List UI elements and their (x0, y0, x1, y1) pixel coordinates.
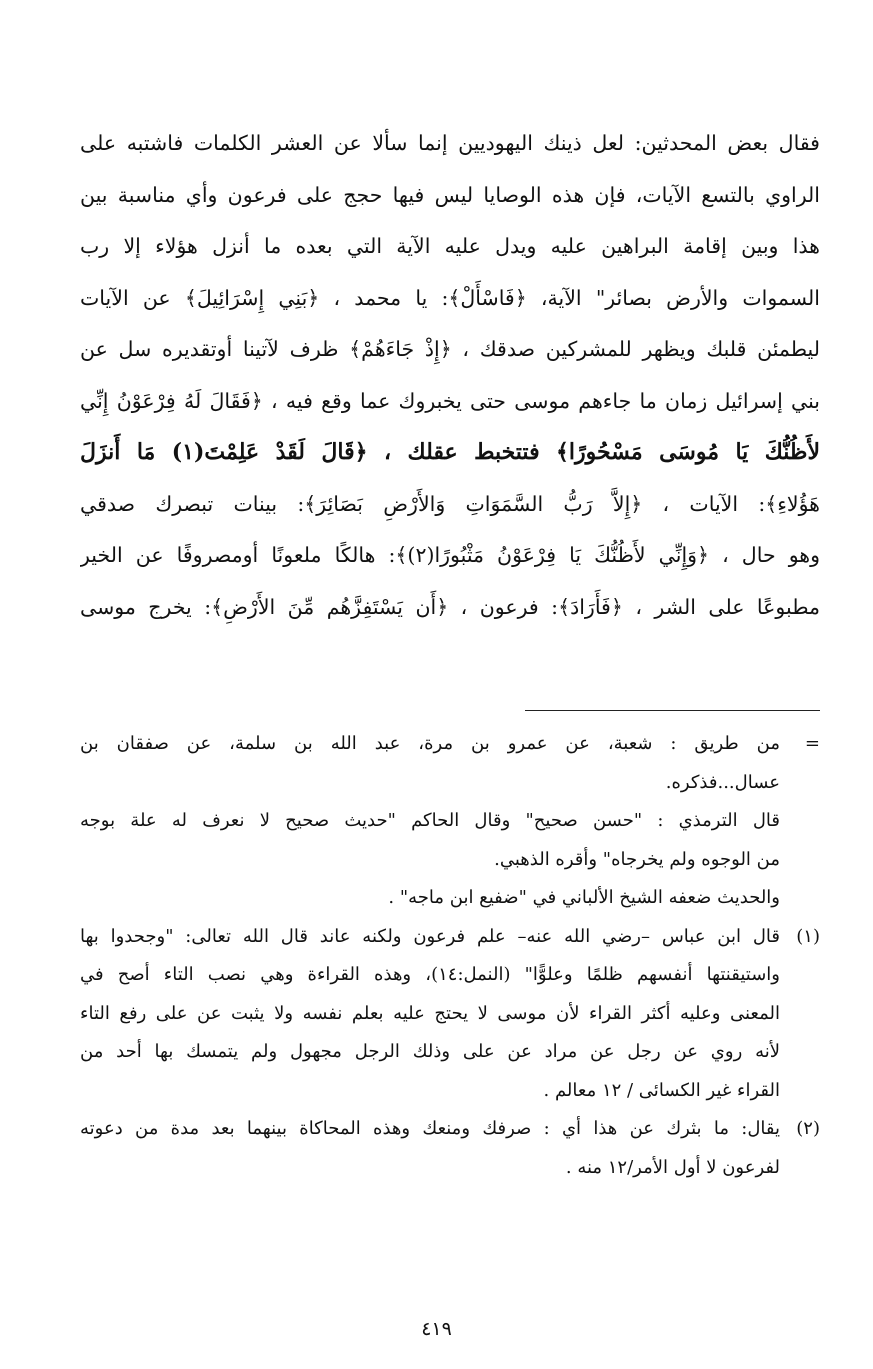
footnote-mark: (١) (796, 925, 820, 947)
footnote-divider (525, 710, 820, 711)
text-line: فقال بعض المحدثين: لعل ذينك اليهوديين إنما سألا عن العشر الكلمات فاشتبه على (80, 131, 820, 155)
footnote-line: لفرعون لا أول الأمر/١٢ منه . (565, 1156, 780, 1178)
text-line: وهو حال ، ﴿وَإِنِّي لأَظُنُّكَ يَا فِرْعَوْنُ مَثْبُورًا(٢)﴾: هالكًا ملعونًا أومصروفًا عن الخير (80, 543, 820, 567)
main-text (80, 118, 820, 633)
page-number: ٤١٩ (421, 1318, 452, 1340)
text-line: لأَظُنُّكَ يَا مُوسَى مَسْحُورًا﴾ فتتخبط عقلك ، ﴿قَالَ لَقَدْ عَلِمْتَ(١) مَا أَنزَلَ (80, 439, 820, 465)
footnote (80, 725, 820, 802)
footnote-line: يقال: ما بثرك عن هذا أي : صرفك ومنعك وهذه المحاكاة بينهما بعد مدة من دعوته (80, 1118, 780, 1139)
text-line: الراوي بالتسع الآيات، فإن هذه الوصايا ليس فيها حجج على فرعون وأي مناسبة بين (80, 182, 820, 207)
text-line: ليطمئن قلبك ويظهر للمشركين صدقك ، ﴿إِذْ جَاءَهُمْ﴾ ظرف لآتينا أوتقديره سل عن (80, 337, 820, 361)
footnotes (80, 725, 820, 1187)
footnote (80, 879, 820, 918)
footnote-line: من طريق : شعبة، عن عمرو بن مرة، عبد الله بن سلمة، عن صفقان بن (80, 733, 780, 754)
text-line: السموات والأرض بصائر" الآية، ﴿فَاسْأَلْ﴾: يا محمد ، ﴿بَنِي إِسْرَائِيلَ﴾ عن الآيات (80, 285, 820, 310)
footnote (80, 802, 820, 879)
footnote-mark: = (804, 733, 820, 754)
footnote-line: المعنى وعليه أكثر القراء لأن موسى لا يحتج عليه بعلم نفسه ولا يثبت عن على رفع التاء (80, 1002, 780, 1024)
footnote-line: قال الترمذي : "حسن صحيح" وقال الحاكم "حديث صحيح لا نعرف له علة بوجه (80, 810, 780, 831)
footnote-line: من الوجوه ولم يخرجاه" وأقره الذهبي. (494, 848, 780, 870)
text-line: هَؤُلاءِ﴾: الآيات ، ﴿إِلاَّ رَبُّ السَّمَوَاتِ وَالأَرْضِ بَصَائِرَ﴾: بينات تبصرك صدقي (80, 491, 820, 516)
footnote-line: والحديث ضعفه الشيخ الألباني في "ضفيع ابن ماجه" . (388, 887, 780, 908)
footnote-line: عسال...فذكره. (665, 771, 780, 793)
text-line: مطبوعًا على الشر ، ﴿فَأَرَادَ﴾: فرعون ، ﴿أَن يَسْتَفِزَّهُم مِّنَ الأَرْضِ﴾: يخرج موسى (80, 594, 820, 619)
footnote (80, 1110, 820, 1187)
footnote-line: لأنه روي عن رجل عن مراد عن على وذلك الرجل مجهول ولم يتمسك بها أحد من (80, 1041, 780, 1062)
footnote-line: واستيقنتها أنفسهم ظلمًا وعلوًّا" (النمل:١٤)، وهذه القراءة وهي نصب التاء أصح في (80, 964, 780, 985)
footnote-line: القراء غير الكسائى / ١٢ معالم . (543, 1079, 780, 1101)
footnote-mark: (٢) (796, 1118, 820, 1139)
footnote (80, 918, 820, 1111)
text-line: هذا وبين إقامة البراهين عليه ويدل عليه الآية التي بعده ما أنزل هؤلاء إلا رب (80, 234, 820, 258)
footnote-line: قال ابن عباس –رضي الله عنه– علم فرعون ولكنه عاند قال الله تعالى: "وجحدوا بها (80, 925, 780, 947)
text-line: بني إسرائيل زمان ما جاءهم موسى حتى يخبروك عما وقع فيه ، ﴿فَقَالَ لَهُ فِرْعَوْنُ إِنِّي (80, 388, 820, 413)
